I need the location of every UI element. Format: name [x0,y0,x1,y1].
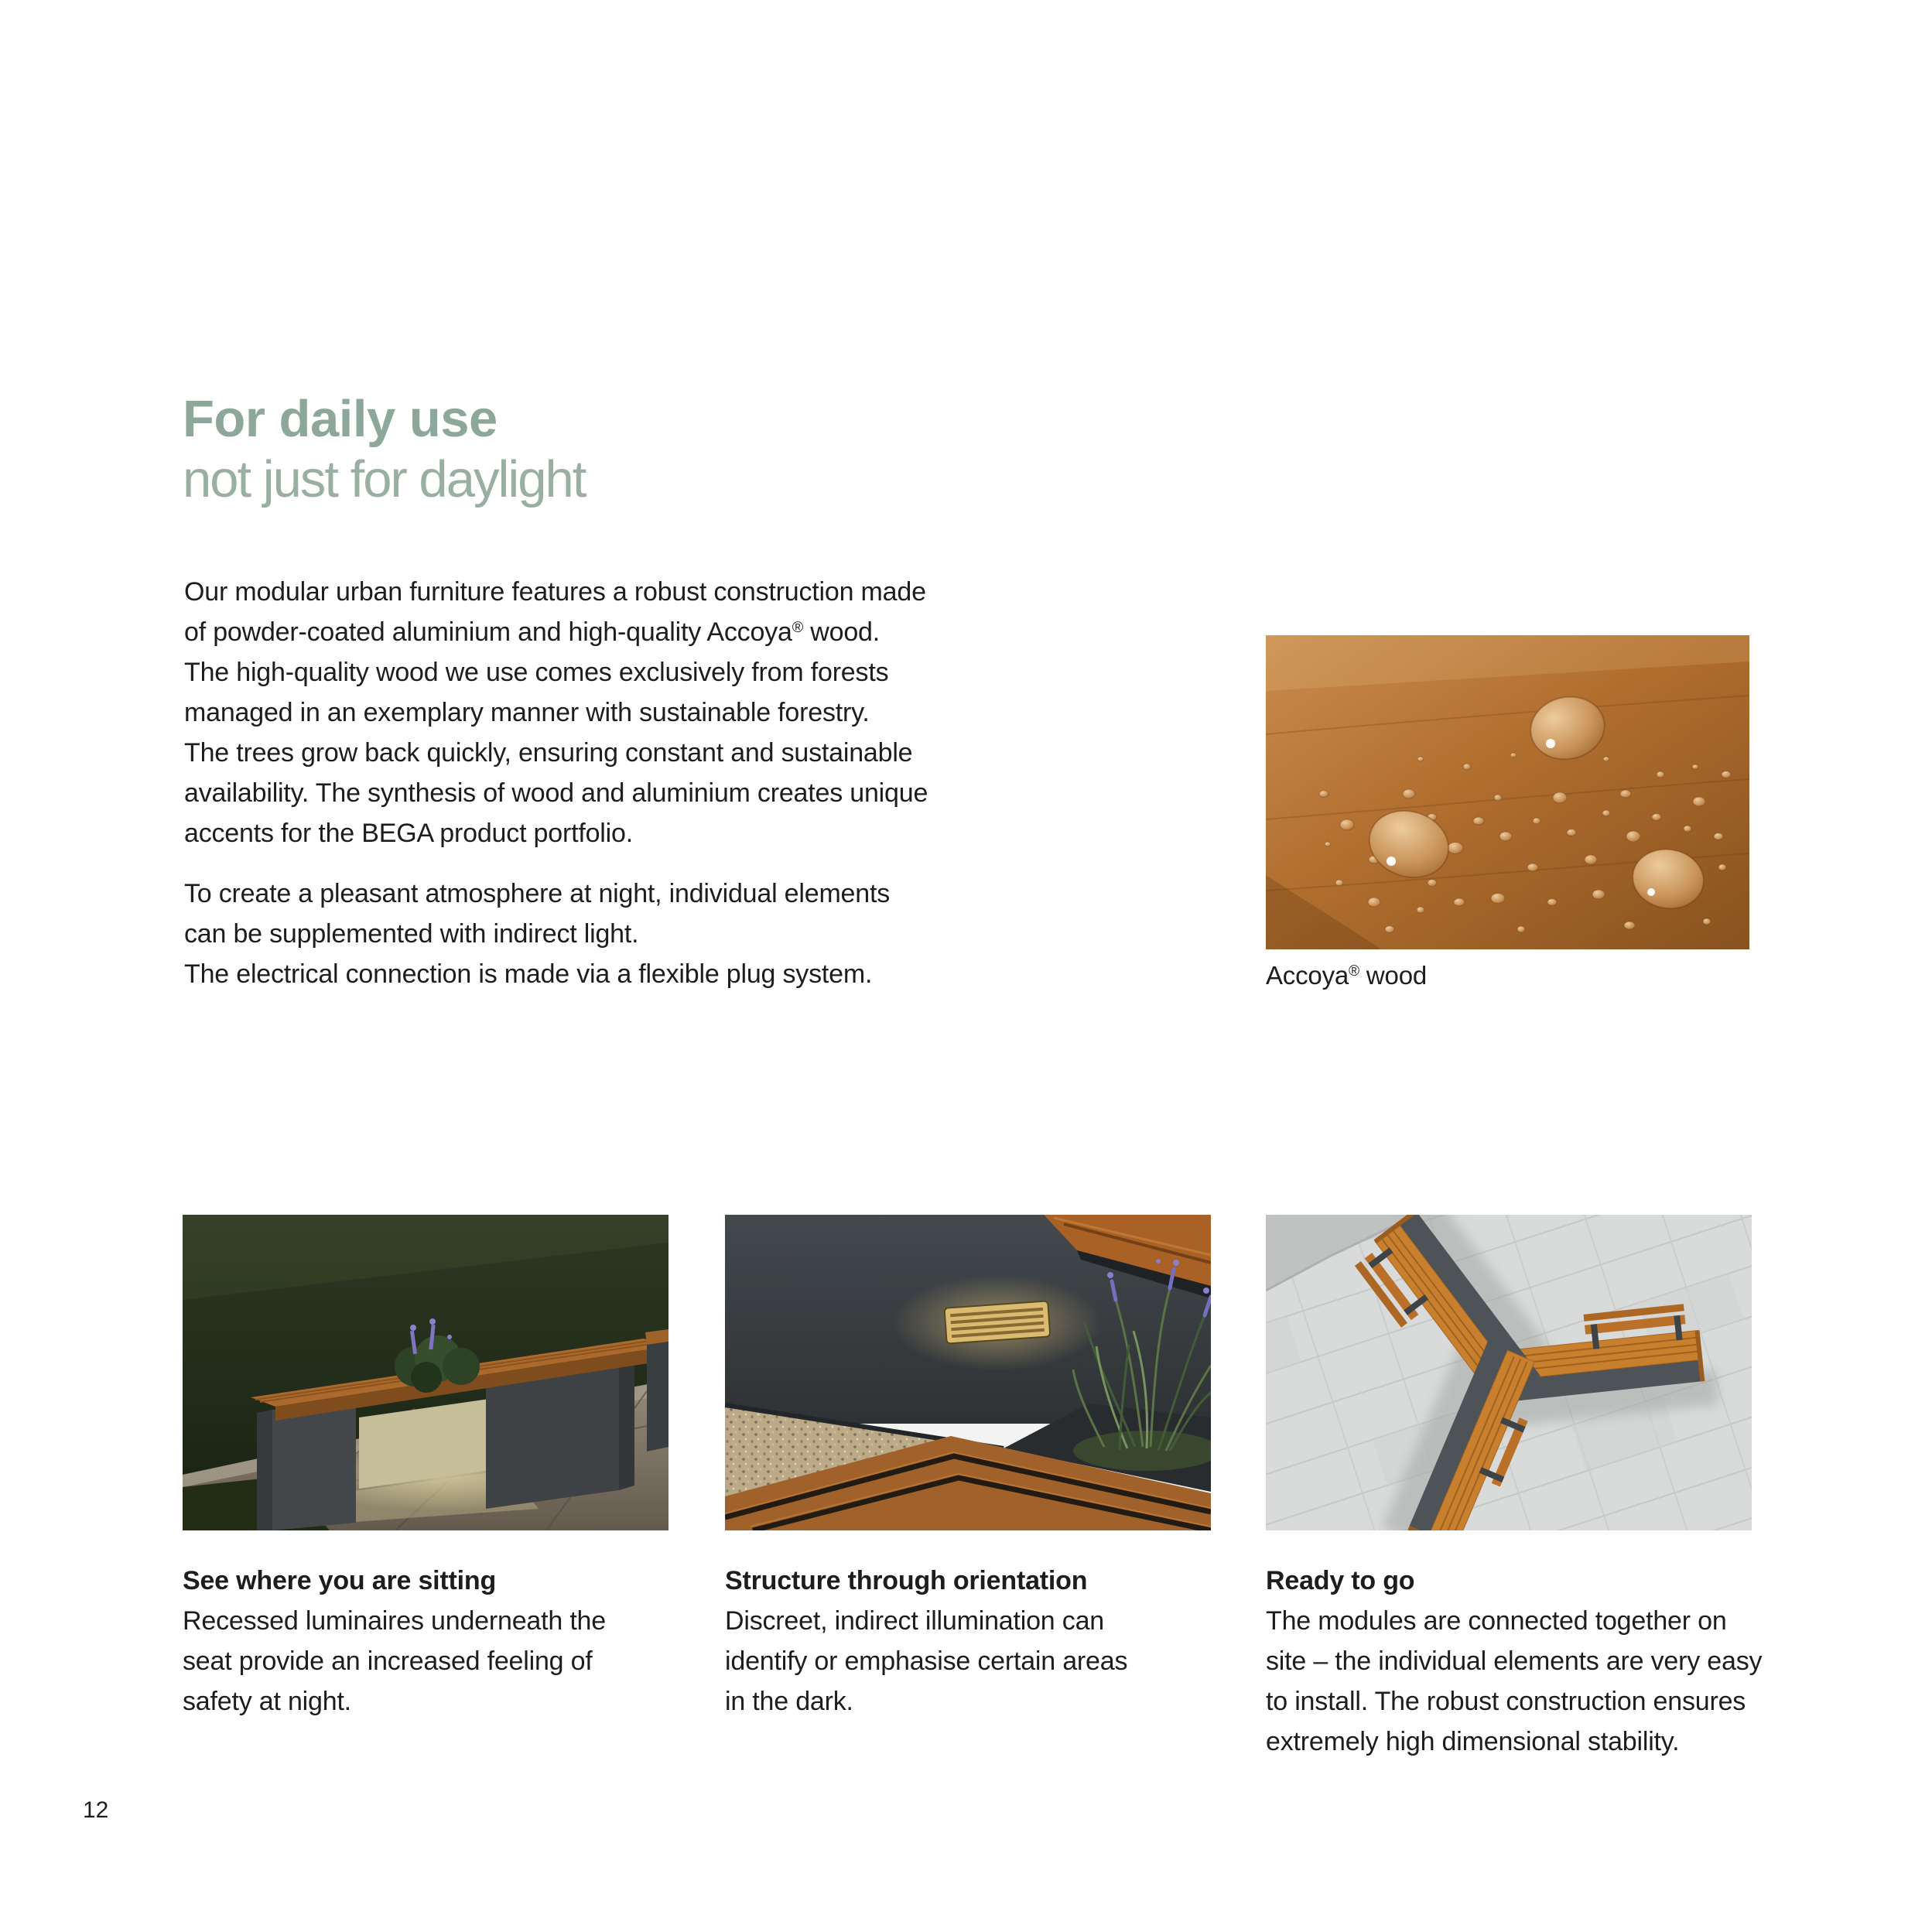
intro-paragraph-2 [184,874,928,994]
registered-mark: ® [1349,963,1359,980]
page-title: For daily use [183,390,498,448]
bench-indirect-illumination-photo [725,1215,1211,1530]
intro-text [184,572,928,994]
accoya-wood-photo [1266,635,1749,949]
feature-text-line: Discreet, indirect illumination can [725,1606,1104,1636]
text-line: managed in an exemplary manner with sustainable forestry. [184,698,870,727]
feature-structure-through-orientation [725,1215,1211,1722]
text-line: The trees grow back quickly, ensuring constant and sustainable [184,738,913,768]
feature-text-line: extremely high dimensional stability. [1266,1727,1680,1756]
text-line: accents for the BEGA product portfolio. [184,819,633,848]
feature-title: See where you are sitting [183,1566,497,1595]
text-line: The electrical connection is made via a flexible plug system. [184,959,873,989]
feature-text-line: in the dark. [725,1687,853,1716]
text-line: can be supplemented with indirect light. [184,919,639,949]
feature-text-line: safety at night. [183,1687,351,1716]
text-line [184,612,928,652]
intro-paragraph-1 [184,572,928,853]
caption-text: Accoya [1266,961,1349,990]
feature-text-line: Recessed luminaires underneath the [183,1606,606,1636]
bench-recessed-luminaires-night-photo [183,1215,669,1530]
feature-text-line: to install. The robust construction ensures [1266,1687,1746,1716]
feature-text-line: The modules are connected together on [1266,1606,1727,1636]
feature-text-line: seat provide an increased feeling of [183,1646,593,1676]
text-line: To create a pleasant atmosphere at night, individual elements [184,879,891,908]
page-number: 12 [83,1797,109,1823]
registered-mark: ® [792,619,804,637]
accoya-wood-caption [1266,960,1749,991]
feature-title: Ready to go [1266,1566,1415,1595]
y-shaped-modular-bench-photo [1266,1215,1752,1530]
page-subtitle: not just for daylight [183,450,586,508]
feature-text-line: site – the individual elements are very easy [1266,1646,1763,1676]
caption-text: wood [1359,961,1427,990]
feature-title: Structure through orientation [725,1566,1088,1595]
feature-see-where-you-are-sitting [183,1215,669,1722]
feature-ready-to-go [1266,1215,1763,1762]
text-line: availability. The synthesis of wood and aluminium creates unique [184,778,928,808]
text-span: wood. [803,617,880,647]
heading-block [183,389,585,510]
text-line: The high-quality wood we use comes exclusively from forests [184,658,889,687]
accoya-wood-figure [1266,635,1749,991]
feature-text-line: identify or emphasise certain areas [725,1646,1128,1676]
text-line: Our modular urban furniture features a robust construction made [184,577,926,607]
text-span: of powder-coated aluminium and high-quality Accoya [184,617,792,647]
